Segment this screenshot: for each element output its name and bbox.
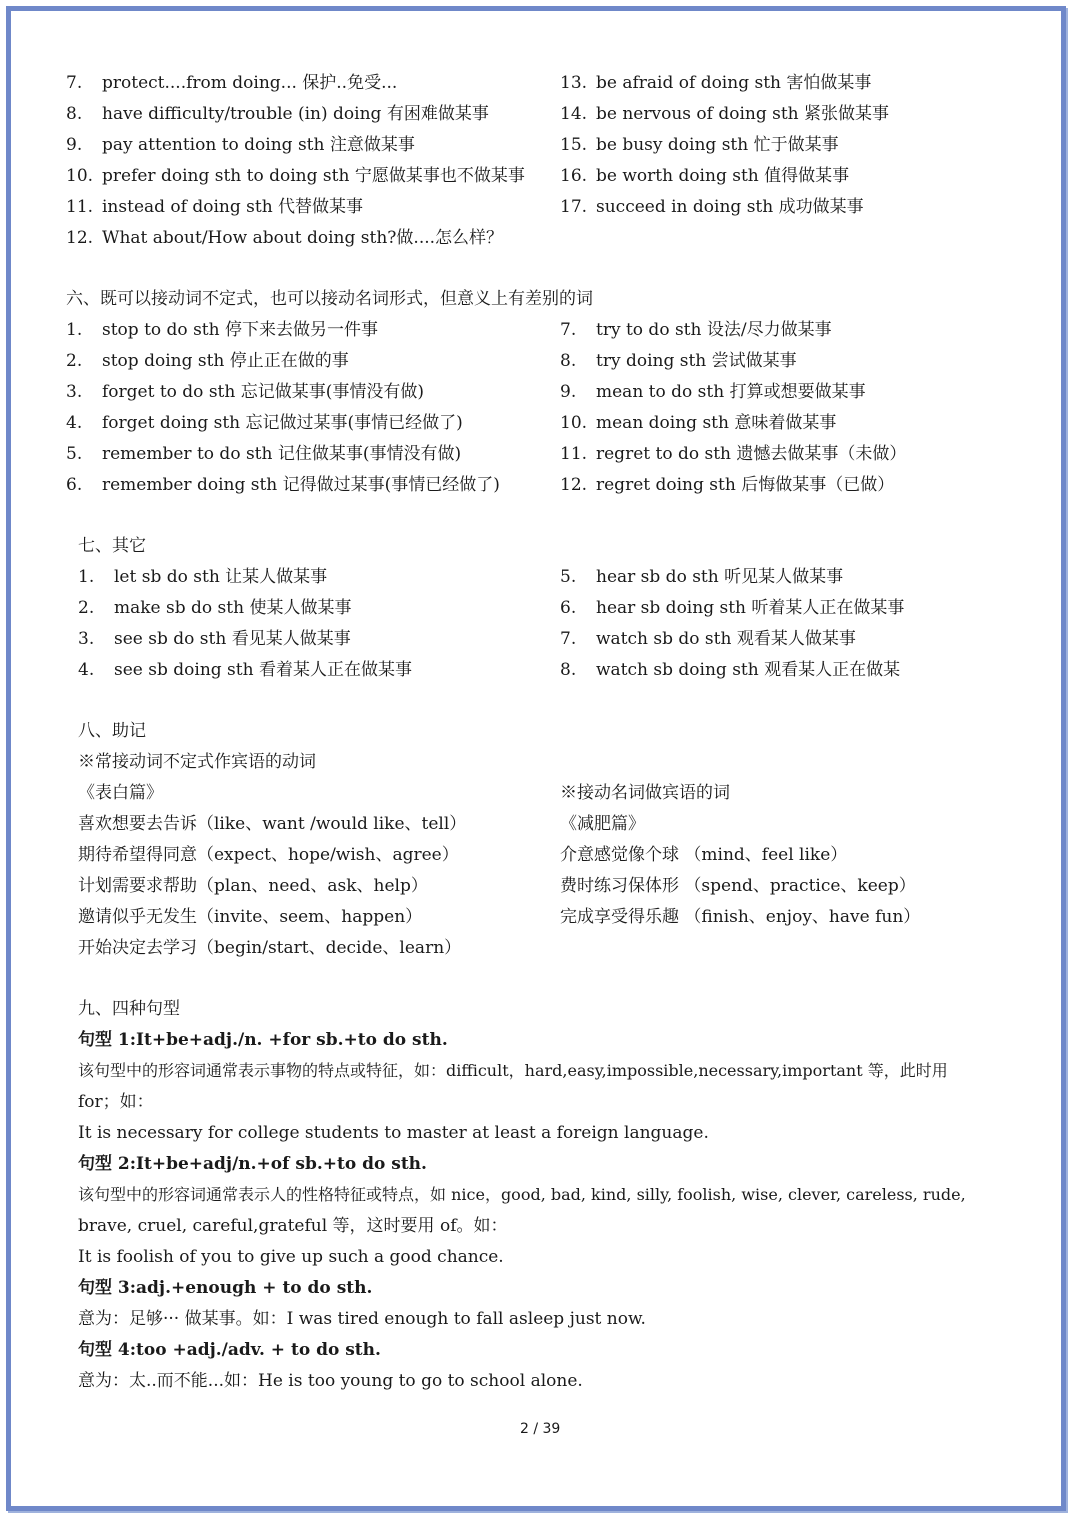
pattern-2-heading: 句型 2:It+be+adj/n.+of sb.+to do sth. — [78, 1154, 427, 1174]
mnemonic-line: 开始决定去学习（begin/start、decide、learn） — [78, 938, 462, 958]
pattern-3-heading: 句型 3:adj.+enough + to do sth. — [78, 1278, 373, 1298]
list-item: 14. be nervous of doing sth 紧张做某事 — [560, 104, 890, 124]
list-item: 9. mean to do sth 打算或想要做某事 — [560, 382, 866, 402]
gerund-subtitle: ※接动名词做宾语的词 — [560, 783, 730, 803]
pattern-1-desc: 该句型中的形容词通常表示事物的特点或特征，如：difficult，hard,easy,impossible,necessary,important 等，此时用 — [78, 1061, 948, 1080]
list-item: 12. What about/How about doing sth?做....怎么样？ — [66, 228, 504, 248]
list-item: 6. hear sb doing sth 听着某人正在做某事 — [560, 598, 905, 618]
mnemonic-line: 邀请似乎无发生（invite、seem、happen） — [78, 907, 423, 927]
page-number: 2 / 39 — [520, 1421, 561, 1437]
list-item: 4. forget doing sth 忘记做过某事(事情已经做了) — [66, 413, 463, 433]
list-item: 8. have difficulty/trouble (in) doing 有困难做某事 — [66, 104, 489, 124]
pattern-2-desc: 该句型中的形容词通常表示人的性格特征或特点，如 nice，good, bad, kind, silly, foolish, wise, clever, careless, rude, — [78, 1185, 966, 1204]
list-item: 8. watch sb doing sth 观看某人正在做某 — [560, 660, 901, 680]
section-6-title: 六、既可以接动词不定式，也可以接动名词形式，但意义上有差别的词 — [66, 289, 593, 309]
pattern-4-desc: 意为：太..而不能...如：He is too young to go to school alone. — [78, 1371, 583, 1391]
list-item: 12. regret doing sth 后悔做某事（已做） — [560, 475, 895, 495]
list-item: 11. instead of doing sth 代替做某事 — [66, 197, 364, 217]
list-item: 17. succeed in doing sth 成功做某事 — [560, 197, 864, 217]
pattern-1-example: It is necessary for college students to master at least a foreign language. — [78, 1123, 709, 1143]
mnemonic-line: 费时练习保体形 （spend、practice、keep） — [560, 876, 916, 896]
mnemonic-line: 计划需要求帮助（plan、need、ask、help） — [78, 876, 428, 896]
infinitive-subtitle: ※常接动词不定式作宾语的动词 — [78, 752, 316, 772]
list-item: 8. try doing sth 尝试做某事 — [560, 351, 797, 371]
list-item: 1. stop to do sth 停下来去做另一件事 — [66, 320, 378, 340]
list-item: 10. mean doing sth 意味着做某事 — [560, 413, 837, 433]
list-item: 4. see sb doing sth 看着某人正在做某事 — [78, 660, 412, 680]
section-7-title: 七、其它 — [78, 536, 146, 556]
list-item: 7. protect....from doing... 保护..免受... — [66, 73, 398, 93]
list-item: 3. forget to do sth 忘记做某事(事情没有做) — [66, 382, 424, 402]
list-item: 5. hear sb do sth 听见某人做某事 — [560, 567, 844, 587]
mnemonic-line: 完成享受得乐趣 （finish、enjoy、have fun） — [560, 907, 921, 927]
mnemonic-line: 介意感觉像个球 （mind、feel like） — [560, 845, 848, 865]
list-item: 2. stop doing sth 停止正在做的事 — [66, 351, 349, 371]
pattern-4-heading: 句型 4:too +adj./adv. + to do sth. — [78, 1340, 381, 1360]
list-item: 1. let sb do sth 让某人做某事 — [78, 567, 328, 587]
list-item: 7. watch sb do sth 观看某人做某事 — [560, 629, 856, 649]
list-item: 10. prefer doing sth to doing sth 宁愿做某事也不做某事 — [66, 166, 525, 186]
section-8-title: 八、助记 — [78, 721, 146, 741]
mnemonic-line: 期待希望得同意（expect、hope/wish、agree） — [78, 845, 459, 865]
list-item: 13. be afraid of doing sth 害怕做某事 — [560, 73, 872, 93]
list-item: 11. regret to do sth 遗憾去做某事（未做） — [560, 444, 907, 464]
pattern-2-example: It is foolish of you to give up such a good chance. — [78, 1247, 504, 1267]
pattern-1-desc-cont: for；如： — [78, 1092, 154, 1112]
list-item: 16. be worth doing sth 值得做某事 — [560, 166, 850, 186]
list-item: 2. make sb do sth 使某人做某事 — [78, 598, 352, 618]
biaobai-title: 《表白篇》 — [78, 783, 163, 803]
list-item: 15. be busy doing sth 忙于做某事 — [560, 135, 839, 155]
pattern-3-desc: 意为：足够··· 做某事。如：I was tired enough to fall asleep just now. — [78, 1309, 646, 1329]
list-item: 6. remember doing sth 记得做过某事(事情已经做了) — [66, 475, 500, 495]
list-item: 7. try to do sth 设法/尽力做某事 — [560, 320, 832, 340]
section-9-title: 九、四种句型 — [78, 999, 180, 1019]
list-item: 9. pay attention to doing sth 注意做某事 — [66, 135, 415, 155]
list-item: 3. see sb do sth 看见某人做某事 — [78, 629, 351, 649]
pattern-2-desc-cont: brave, cruel, careful,grateful 等，这时要用 of。如： — [78, 1216, 508, 1236]
pattern-1-heading: 句型 1:It+be+adj./n. +for sb.+to do sth. — [78, 1030, 448, 1050]
list-item: 5. remember to do sth 记住做某事(事情没有做) — [66, 444, 462, 464]
jianfei-title: 《减肥篇》 — [560, 814, 645, 834]
mnemonic-line: 喜欢想要去告诉（like、want /would like、tell） — [78, 814, 467, 834]
